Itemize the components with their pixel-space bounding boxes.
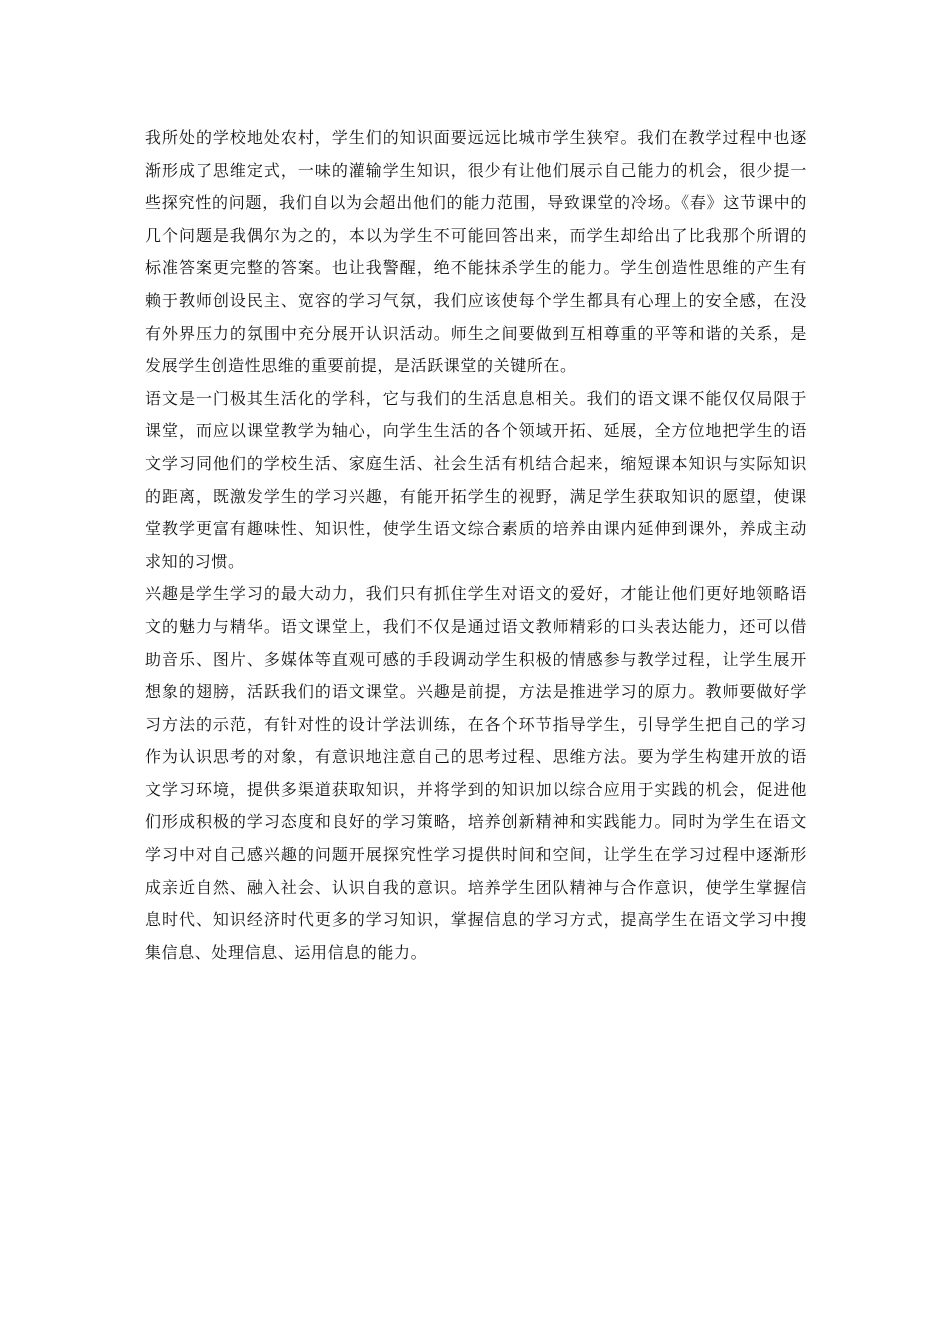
paragraph-interest-motivation: 兴趣是学生学习的最大动力，我们只有抓住学生对语文的爱好，才能让他们更好地领略语文的魅力与精华。语文课堂上，我们不仅是通过语文教师精彩的口头表达能力，还可以借助音乐、图片、多媒体等直观可感的手段调动学生积极的情感参与教学过程，让学生展开想象的翅膀，活跃我们的语文课堂。兴趣是前提，方法是推进学习的原力。教师要做好学习方法的示范，有针对性的设计学法训练，在各个环节指导学生，引导学生把自己的学习作为认识思考的对象，有意识地注意自己的思考过程、思维方法。要为学生构建开放的语文学习环境，提供多渠道获取知识，并将学到的知识加以综合应用于实践的机会，促进他们形成积极的学习态度和良好的学习策略，培养创新精神和实践能力。同时为学生在语文学习中对自己感兴趣的问题开展探究性学习提供时间和空间，让学生在学习过程中逐渐形成亲近自然、融入社会、认识自我的意识。培养学生团队精神与合作意识，使学生掌握信息时代、知识经济时代更多的学习知识，掌握信息的学习方式，提高学生在语文学习中搜集信息、处理信息、运用信息的能力。 (145, 584, 807, 962)
paragraph-rural-school: 我所处的学校地处农村，学生们的知识面要远远比城市学生狭窄。我们在教学过程中也逐渐形成了思维定式，一味的灌输学生知识，很少有让他们展示自己能力的机会，很少提一些探究性的问题，我们自以为会超出他们的能力范围，导致课堂的冷场。《春》这节课中的几个问题是我偶尔为之的，本以为学生不可能回答出来，而学生却给出了比我那个所谓的标准答案更完整的答案。也让我警醒，绝不能抹杀学生的能力。学生创造性思维的产生有赖于教师创设民主、宽容的学习气氛，我们应该使每个学生都具有心理上的安全感，在没有外界压力的氛围中充分展开认识活动。师生之间要做到互相尊重的平等和谐的关系，是发展学生创造性思维的重要前提，是活跃课堂的关键所在。 (145, 128, 807, 376)
document-body (145, 122, 807, 969)
paragraph-chinese-life: 语文是一门极其生活化的学科，它与我们的生活息息相关。我们的语文课不能仅仅局限于课堂，而应以课堂教学为轴心，向学生生活的各个领域开拓、延展，全方位地把学生的语文学习同他们的学校生活、家庭生活、社会生活有机结合起来，缩短课本知识与实际知识的距离，既激发学生的学习兴趣，有能开拓学生的视野，满足学生获取知识的愿望，使课堂教学更富有趣味性、知识性，使学生语文综合素质的培养由课内延伸到课外，养成主动求知的习惯。 (145, 388, 807, 571)
